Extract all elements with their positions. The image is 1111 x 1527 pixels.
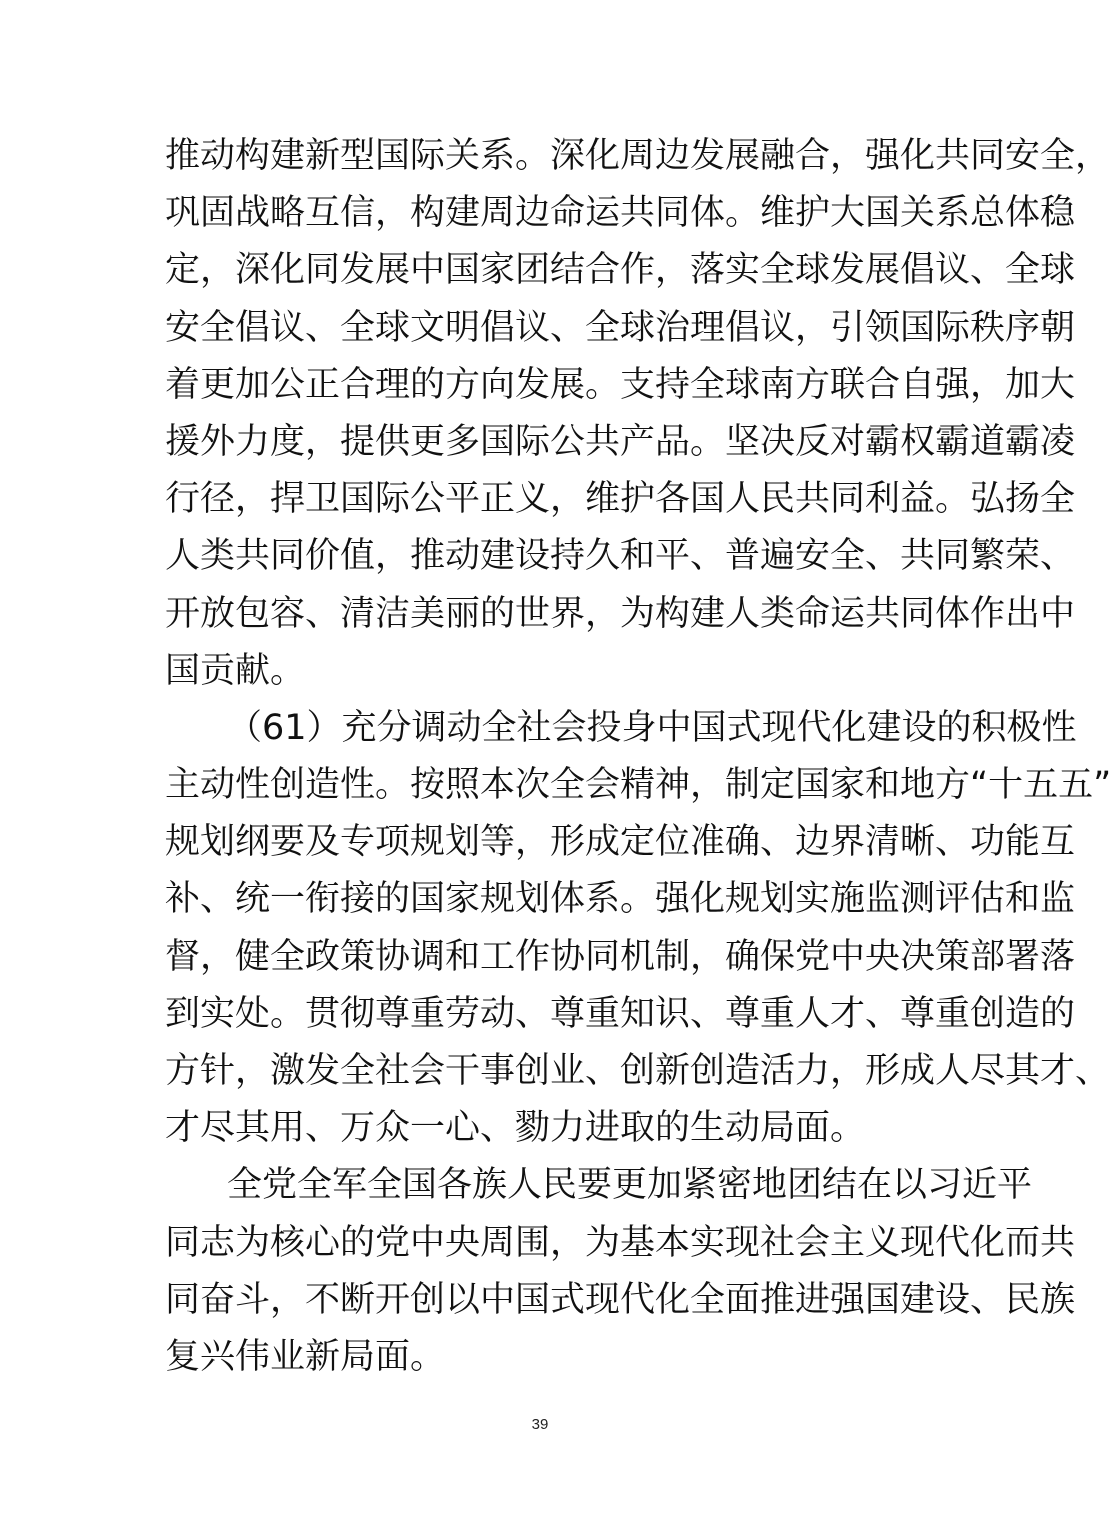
text-line: 督，健全政策协调和工作协同机制，确保党中央决策部署落 [165,936,1076,977]
text-line: 国贡献。 [165,650,306,691]
text-line: 推动构建新型国际关系。深化周边发展融合，强化共同安全， [165,136,1111,176]
text-line: 安全倡议、全球文明倡议、全球治理倡议，引领国际秩序朝 [165,307,1076,348]
text-line: 着更加公正合理的方向发展。支持全球南方联合自强，加大 [165,364,1076,405]
text-line: 开放包容、清洁美丽的世界，为构建人类命运共同体作出中 [165,593,1076,634]
text-line: 同奋斗，不断开创以中国式现代化全面推进强国建设、民族 [165,1279,1076,1320]
text-line: 规划纲要及专项规划等，形成定位准确、边界清晰、功能互 [165,822,1076,863]
text-line: （61）充分调动全社会投身中国式现代化建设的积极性 [227,707,1077,748]
text-line: 到实处。贯彻尊重劳动、尊重知识、尊重人才、尊重创造的 [165,993,1076,1034]
text-line: 援外力度，提供更多国际公共产品。坚决反对霸权霸道霸凌 [165,421,1076,462]
text-line: 人类共同价值，推动建设持久和平、普遍安全、共同繁荣、 [165,536,1076,577]
document-body [165,128,1111,1386]
text-line: 复兴伟业新局面。 [165,1336,446,1377]
text-line: 全党全军全国各族人民要更加紧密地团结在以习近平 [227,1165,1033,1206]
text-line: 巩固战略互信，构建周边命运共同体。维护大国关系总体稳 [165,193,1076,234]
text-line: 行径，捍卫国际公平正义，维护各国人民共同利益。弘扬全 [165,479,1076,520]
text-line: 补、统一衔接的国家规划体系。强化规划实施监测评估和监 [165,879,1076,920]
text-line: 定，深化同发展中国家团结合作，落实全球发展倡议、全球 [165,250,1076,291]
text-line: 同志为核心的党中央周围，为基本实现社会主义现代化而共 [165,1222,1076,1263]
text-line: 才尽其用、万众一心、勠力进取的生动局面。 [165,1108,866,1149]
page-number: 39 [531,1416,549,1433]
text-line: 主动性创造性。按照本次全会精神，制定国家和地方“十五五” [165,765,1111,806]
text-line: 方针，激发全社会干事创业、创新创造活力，形成人尽其才、 [165,1051,1111,1091]
